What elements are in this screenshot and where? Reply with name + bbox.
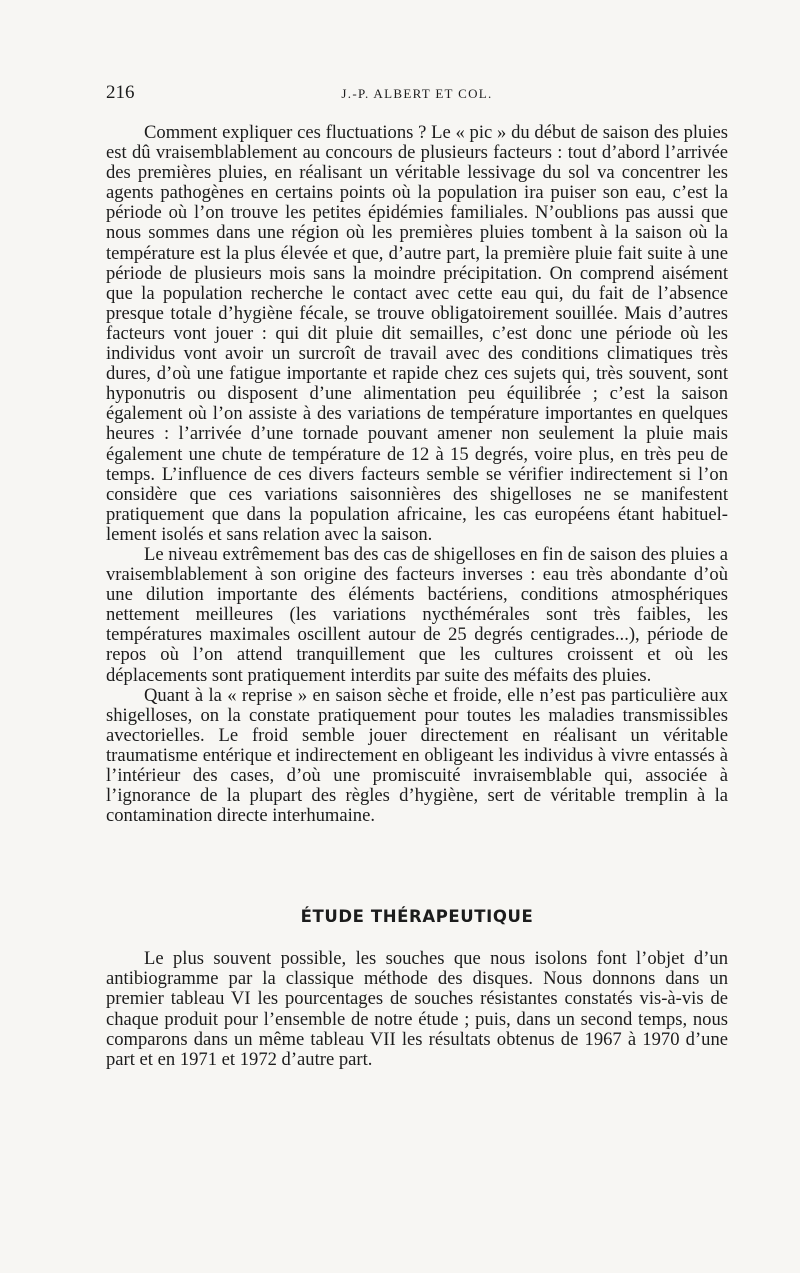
- paragraph-dry-season: Quant à la « reprise » en saison sèche et froide, elle n’est pas particulière aux shigelloses, on la constate pratiquement pour toutes les maladies transmissibles avectorielles. Le froid semble jouer directement en réalisant un véritable traumatisme entérique et indirectement en obligeant les individus à vivre entassés à l’intérieur des cases, d’où une promiscuité invraisemblable qui, associée à l’ignorance de la plupart des règles d’hygiène, sert de véritable tremplin à la contamination directe interhumaine.: [106, 684, 728, 827]
- section-title: ÉTUDE THÉRAPEUTIQUE: [300, 907, 534, 927]
- paragraph-fluctuations: Comment expliquer ces fluctuations ? Le « pic » du début de saison des pluies est dû vraisemblablement au concours de plusieurs facteurs : tout d’abord l’arrivée des premières pluies, en réalisant un véritable lessivage du sol va concentrer les agents pathogènes en certains points où la population ira puiser son eau, c’est la période où l’on trouve les petites épidémies familiales. N’oublions pas aussi que nous sommes dans une région où les premières pluies tombent à la saison où la température est la plus élevée et que, d’autre part, la première pluie fait suite à une période de plusieurs mois sans la moindre précipitation. On comprend aisément que la population recherche le contact avec cette eau qui, du fait de l’absence presque totale d’hygiène fécale, se trouve obligatoirement souillée. Mais d’autres facteurs vont jouer : qui dit pluie dit semailles, c’est donc une période où les individus vont avoir un surcroît de travail avec des conditions climatiques très dures, d’où une fatigue importante et rapide chez ces sujets qui, très souvent, sont hyponutris ou disposent d’une alimentation peu équilibrée ; c’est la saison également où l’on assiste à des variations de température importantes en quelques heures : l’arrivée d’une tornade pouvant amener non seulement la pluie mais également une chute de température de 12 à 15 degrés, voire plus, en très peu de temps. L’influence de ces divers facteurs semble se vérifier indirectement si l’on considère que ces variations saisonnières des shigelloses ne se manifestent pratiquement que dans la population africaine, les cas européens étant habituellement isolés et sans relation avec la saison.: [106, 122, 728, 545]
- section-therapeutic: [106, 949, 728, 1070]
- running-title: J.-P. ALBERT ET COL.: [341, 86, 493, 101]
- section-discussion: [106, 123, 728, 826]
- running-head: [106, 80, 728, 108]
- page: [106, 80, 728, 1070]
- paragraph-low-level: Le niveau extrêmement bas des cas de shigelloses en fin de saison des pluies a vraisemblablement à son origine des facteurs inverses : eau très abondante d’où une dilution importante des éléments bactériens, conditions atmosphériques nettement meilleures (les variations nycthémérales sont très faibles, les températures maximales oscillent autour de 25 degrés centigrades...), période de repos où l’on attend tranquillement que les cultures croissent et où les déplacements sont pratiquement interdits par suite des méfaits des pluies.: [106, 543, 728, 686]
- page-number: 216: [106, 82, 135, 103]
- paragraph-antibiogram: Le plus souvent possible, les souches que nous isolons font l’objet d’un antibiogramme par la classique méthode des disques. Nous donnons dans un premier tableau VI les pourcentages de souches résistantes constatés vis-à-vis de chaque produit pour l’ensemble de notre étude ; puis, dans un second temps, nous comparons dans un même tableau VII les résultats obtenus de 1967 à 1970 d’une part et en 1971 et 1972 d’autre part.: [106, 948, 728, 1070]
